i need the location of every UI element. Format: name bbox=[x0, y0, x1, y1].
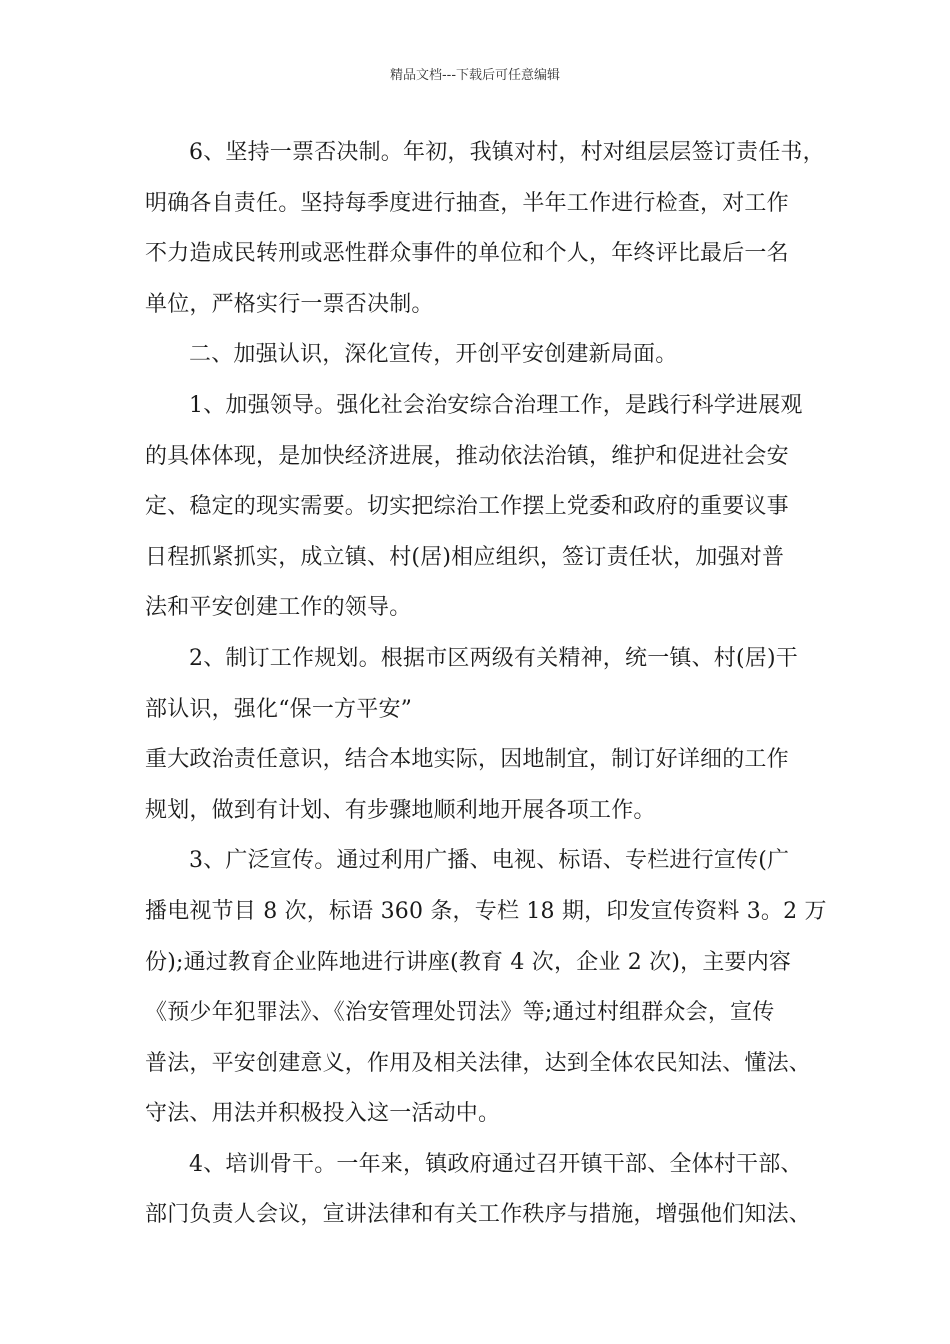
text-line: 法和平安创建工作的领导。 bbox=[145, 595, 412, 621]
text-line: 的具体体现，是加快经济进展，推动依法治镇，维护和促进社会安 bbox=[145, 443, 789, 469]
text-line: 守法、用法并积极投入这一活动中。 bbox=[145, 1101, 501, 1127]
text-line: 2、制订工作规划。根据市区两级有关精神，统一镇、村(居)干 bbox=[189, 645, 798, 671]
text-line: 部门负责人会议，宣讲法律和有关工作秩序与措施，增强他们知法、 bbox=[145, 1202, 812, 1228]
document-body bbox=[145, 128, 825, 1241]
text-line: 1、加强领导。强化社会治安综合治理工作，是践行科学进展观 bbox=[189, 392, 803, 418]
text-line: 部认识，强化“保一方平安” bbox=[145, 696, 413, 722]
text-line: 4、培训骨干。一年来，镇政府通过召开镇干部、全体村干部、 bbox=[189, 1151, 803, 1177]
text-line: 不力造成民转刑或恶性群众事件的单位和个人，年终评比最后一名 bbox=[145, 241, 789, 267]
text-line: 规划，做到有计划、有步骤地顺利地开展各项工作。 bbox=[145, 797, 656, 823]
text-line: 《预少年犯罪法》、《治安管理处罚法》等;通过村组群众会，宣传 bbox=[145, 1000, 775, 1026]
text-line: 日程抓紧抓实，成立镇、村(居)相应组织，签订责任状，加强对普 bbox=[145, 544, 785, 570]
text-line: 明确各自责任。坚持每季度进行抽查，半年工作进行检查，对工作 bbox=[145, 190, 789, 216]
text-line: 6、坚持一票否决制。年初，我镇对村，村对组层层签订责任书， bbox=[189, 140, 825, 165]
text-line: 3、广泛宣传。通过利用广播、电视、标语、专栏进行宣传(广 bbox=[189, 848, 790, 874]
section-heading: 二、加强认识，深化宣传，开创平安创建新局面。 bbox=[189, 342, 678, 368]
page-header: 精品文档---下载后可任意编辑 bbox=[389, 68, 561, 83]
text-line: 重大政治责任意识，结合本地实际，因地制宜，制订好详细的工作 bbox=[145, 747, 789, 773]
text-line: 普法，平安创建意义，作用及相关法律，达到全体农民知法、懂法、 bbox=[145, 1050, 812, 1076]
text-line: 定、稳定的现实需要。切实把综治工作摆上党委和政府的重要议事 bbox=[145, 494, 789, 520]
text-line: 份);通过教育企业阵地进行讲座(教育 4 次，企业 2 次)，主要内容 bbox=[145, 949, 792, 975]
text-line: 播电视节目 8 次，标语 360 条，专栏 18 期，印发宣传资料 3。2 万 bbox=[145, 898, 827, 924]
text-line: 单位，严格实行一票否决制。 bbox=[145, 291, 434, 317]
